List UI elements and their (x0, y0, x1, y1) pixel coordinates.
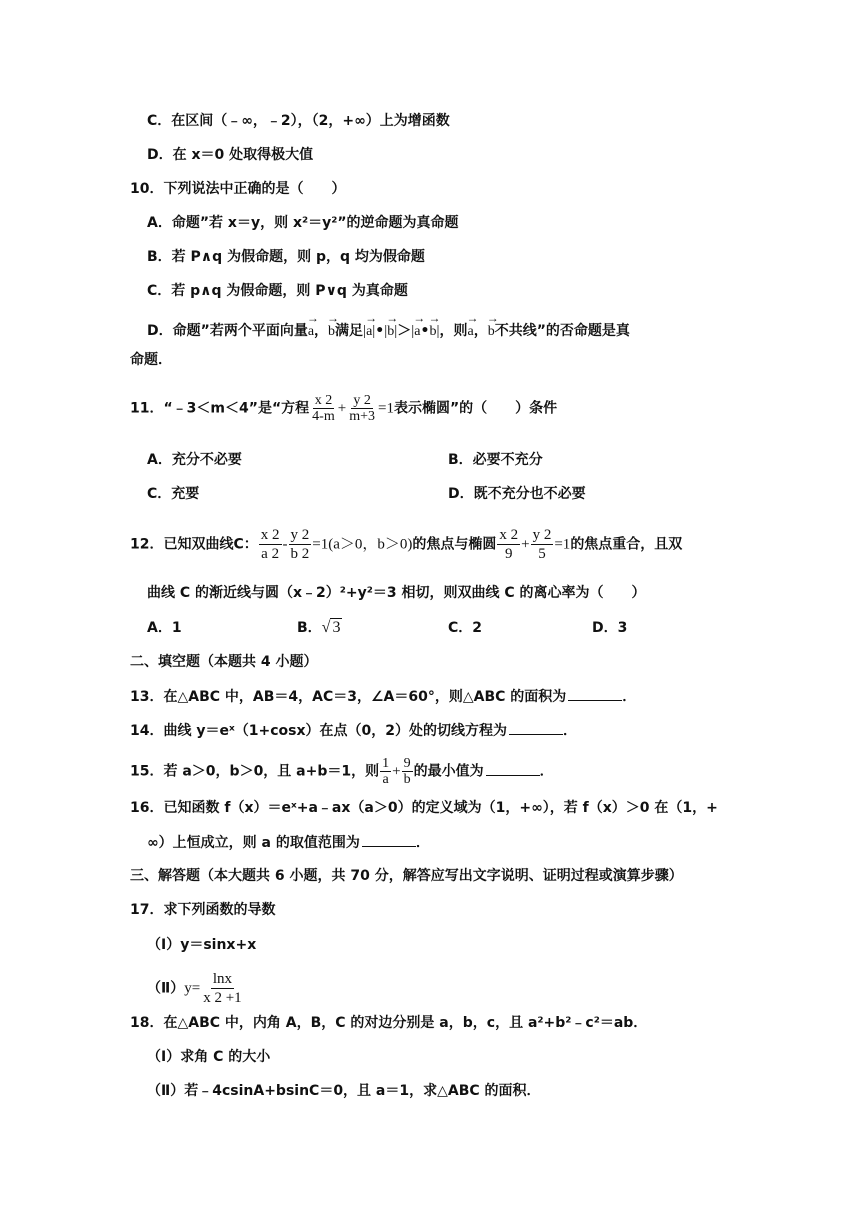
q12-option-b: B．√ 3 (297, 619, 341, 636)
answer-blank (362, 832, 416, 847)
q11-option-a: A．充分不必要 (147, 452, 242, 468)
section-2-heading: 二、填空题（本题共 4 小题） (130, 654, 318, 670)
q12-option-c: C．2 (448, 620, 483, 636)
q11-fraction-2: $\frac{y 2}{m+3}$ (349, 393, 375, 424)
q12-hyperbola-fraction-2: $\frac{y 2}{b 2}$ (290, 527, 310, 562)
q10-option-c: C．若 p∧q 为假命题，则 P∨q 为真命题 (147, 283, 408, 299)
q12-stem: 12．已知双曲线C： $\frac{x 2}{a 2}$ - $\frac{y 2}{b 2}$ =1(a＞0，b＞0)的焦点与椭圆 $\frac{x 2}{9}$ + $\frac{y 2}{5}$ =1的焦点重合，且双 (130, 527, 683, 562)
q11-fraction-1: $\frac{x 2}{4-m}$ (312, 393, 335, 424)
q18-part-1: （Ⅰ）求角 C 的大小 (147, 1049, 271, 1065)
q12-option-a: A．1 (147, 620, 182, 636)
q12-hyperbola-fraction-1: $\frac{x 2}{a 2}$ (260, 527, 280, 562)
q12-stem-cont: 曲线 C 的渐近线与圆（x﹣2）²+y²＝3 相切，则双曲线 C 的离心率为（ ） (147, 585, 646, 601)
q10-option-d: D．命题”若两个平面向量→ a，→ b满足|→ a|•|→ b|＞|→ a•→ b|，则→ a，→ b不共线”的否命题是真 (147, 316, 630, 342)
q9-option-d: D．在 x＝0 处取得极大值 (147, 147, 314, 163)
q15: 15．若 a＞0，b＞0，且 a+b＝1，则 $\frac{1}{a}$ + $\frac{9}{b}$ 的最小值为 ． (130, 756, 554, 787)
q11-stem: 11．“﹣3＜m＜4”是“方程 $\frac{x 2}{4-m}$ + $\frac{y 2}{m+3}$ =1表示椭圆”的（ ）条件 (130, 393, 558, 424)
answer-blank (509, 720, 563, 735)
q17-part-2: （Ⅱ）y= $\frac{\ln x}{x 2 +1}$ (147, 971, 242, 1006)
q10-stem: 10．下列说法中正确的是（ ） (130, 181, 346, 197)
q15-fraction-1: $\frac{1}{a}$ (382, 756, 390, 787)
vector-b: → b (328, 316, 335, 342)
answer-blank (568, 686, 622, 701)
q13: 13．在△ABC 中，AB＝4，AC＝3，∠A＝60°，则△ABC 的面积为 ． (130, 686, 636, 707)
q15-fraction-2: $\frac{9}{b}$ (403, 756, 411, 787)
q11-option-d: D．既不充分也不必要 (448, 486, 586, 502)
section-3-heading: 三、解答题（本大题共 6 小题，共 70 分，解答应写出文字说明、证明过程或演算步骤） (130, 868, 683, 884)
q14: 14．曲线 y＝eˣ（1+cosx）在点（0，2）处的切线方程为 ． (130, 720, 577, 741)
sqrt-icon: √ 3 (321, 619, 341, 636)
q17-fraction: $\frac{\ln x}{x 2 +1}$ (203, 971, 242, 1006)
q11-option-c: C．充要 (147, 486, 200, 502)
vector-a: → a (308, 316, 314, 342)
q18-part-2: （Ⅱ）若﹣4csinA+bsinC＝0，且 a＝1，求△ABC 的面积． (147, 1083, 541, 1099)
q10-option-a: A．命题”若 x＝y，则 x²＝y²”的逆命题为真命题 (147, 215, 459, 231)
q10-option-d-cont: 命题． (130, 352, 172, 368)
q12-ellipse-fraction-1: $\frac{x 2}{9}$ (499, 527, 519, 562)
q18-stem: 18．在△ABC 中，内角 A，B，C 的对边分别是 a，b，c，且 a²+b²﹣c²＝ab． (130, 1015, 648, 1031)
q11-option-b: B．必要不充分 (448, 452, 543, 468)
q16-line-1: 16．已知函数 f（x）＝eˣ+a﹣ax（a＞0）的定义域为（1，+∞），若 f（x）＞0 在（1，+ (130, 800, 718, 816)
q17-part-1: （Ⅰ）y＝sinx+x (147, 937, 257, 953)
q9-option-c: C．在区间（﹣∞，﹣2），（2，+∞）上为增函数 (147, 113, 450, 129)
q12-option-d: D．3 (592, 620, 628, 636)
q17-stem: 17．求下列函数的导数 (130, 902, 276, 918)
q16-line-2: ∞）上恒成立，则 a 的取值范围为 ． (147, 832, 430, 853)
answer-blank (486, 761, 540, 776)
q10-option-b: B．若 P∧q 为假命题，则 p，q 均为假命题 (147, 249, 425, 265)
q12-ellipse-fraction-2: $\frac{y 2}{5}$ (532, 527, 552, 562)
